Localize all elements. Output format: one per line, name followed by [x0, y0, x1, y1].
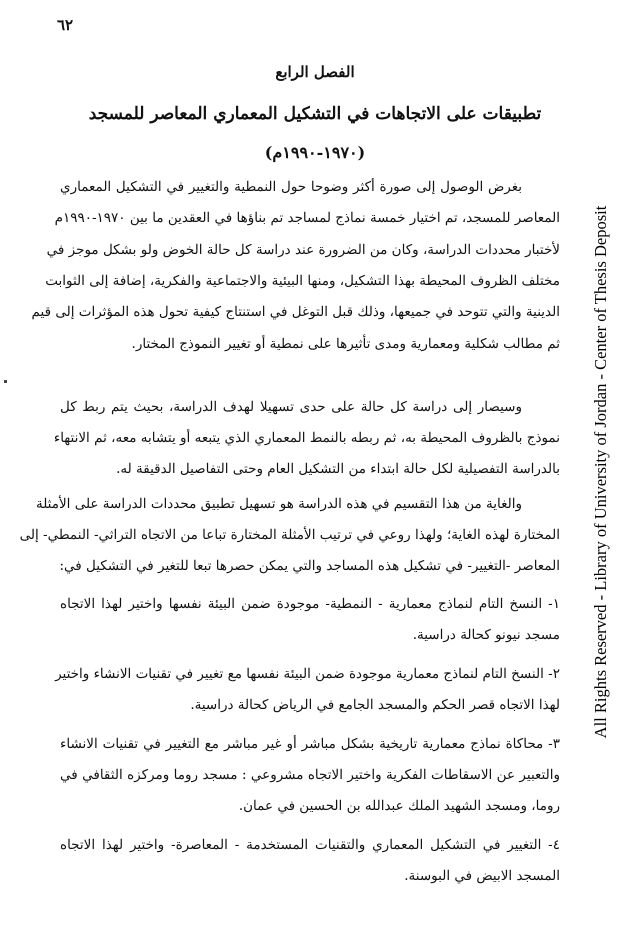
text-line: والتعبير عن الاسقاطات الفكرية واختير الاتجاه مشروعي : مسجد روما ومركزه الثقافي في	[60, 767, 560, 783]
main-title: تطبيقات على الاتجاهات في التشكيل المعماري المعاصر للمسجد	[88, 104, 542, 124]
text-line: نموذج بالظروف المحيطة به، ثم ربطه بالنمط المعماري الذي يتبعه أو يتشابه معه، ثم الانتهاء	[53, 430, 560, 446]
chapter-title: الفصل الرابع	[275, 63, 355, 81]
text-line: ٣- محاكاة نماذج معمارية تاريخية بشكل مباشر أو غير مباشر مع التغيير في تقنيات الانشاء	[60, 736, 560, 752]
text-line: ثم مطالب شكلية ومعمارية ومدى تأثيرها على نمطية أو تغيير النموذج المختار.	[131, 336, 560, 352]
text-line: بغرض الوصول إلى صورة أكثر وضوحا حول النمطية والتغيير في التشكيل المعماري	[60, 179, 522, 195]
text-line: الدينية والتي تتوحد في جميعها، وذلك قبل التوغل في استنتاج كيفية تحول هذه المؤثرات إلى قيم	[31, 304, 560, 320]
text-line: وسيصار إلى دراسة كل حالة على حدى تسهيلا لهدف الدراسة، بحيث يتم ربط كل	[60, 399, 522, 415]
text-line: روما، ومسجد الشهيد الملك عبدالله بن الحسين في عمان.	[238, 798, 560, 814]
watermark-text: All Rights Reserved - Library of University of Jordan - Center of Thesis Deposit	[591, 205, 610, 739]
text-line: ٢- النسخ التام لنماذج معمارية موجودة ضمن البيئة نفسها مع تغيير في تقنيات الانشاء واختير	[55, 666, 560, 682]
text-line: مسجد نيونو كحالة دراسية.	[412, 627, 560, 643]
page-number: ٦٢	[57, 16, 74, 34]
text-line: ١- النسخ التام لنماذج معمارية - النمطية- موجودة ضمن البيئة نفسها واختير لهذا الاتجاه	[60, 596, 560, 612]
text-line: المعاصر -التغيير- في تشكيل هذه المساجد والتي يمكن حصرها تبعا للتغير في التشكيل في:	[59, 558, 560, 574]
text-line: لأختبار محددات الدراسة، وكان من الضرورة عند دراسة كل حالة الخوض ولو بشكل موجز في	[46, 242, 560, 258]
text-line: المعاصر للمسجد، تم اختيار خمسة نماذج لمساجد تم بناؤها في العقدين ما بين ١٩٧٠-١٩٩٠م	[54, 210, 560, 226]
text-line: المختارة لهذه الغاية؛ ولهذا روعي في ترتيب الأمثلة المختارة تباعا من الاتجاه التراثي- النمطي- إلى	[19, 527, 560, 543]
text-line: والغاية من هذا التقسيم في هذه الدراسة هو تسهيل تطبيق محددات الدراسة على الأمثلة	[35, 496, 522, 512]
text-line: ٤- التغيير في التشكيل المعماري والتقنيات المستخدمة - المعاصرة- واختير لهذا الاتجاه	[60, 837, 560, 853]
text-line: بالدراسة التفصيلية لكل حالة ابتداء من التشكيل العام وحتى التفاصيل الدقيقة له.	[116, 461, 560, 477]
title-years: (١٩٧٠-١٩٩٠م)	[264, 143, 366, 162]
text-line: لهذا الاتجاه قصر الحكم والمسجد الجامع في الرياض كحالة دراسية.	[190, 697, 560, 713]
scan-mark	[4, 380, 7, 383]
text-line: مختلف الظروف المحيطة بهذا التشكيل، ومنها البيئية والاجتماعية والفكرية، إضافة إلى الثوابت	[45, 273, 560, 289]
text-line: المسجد الابيض في البوسنة.	[404, 868, 560, 884]
